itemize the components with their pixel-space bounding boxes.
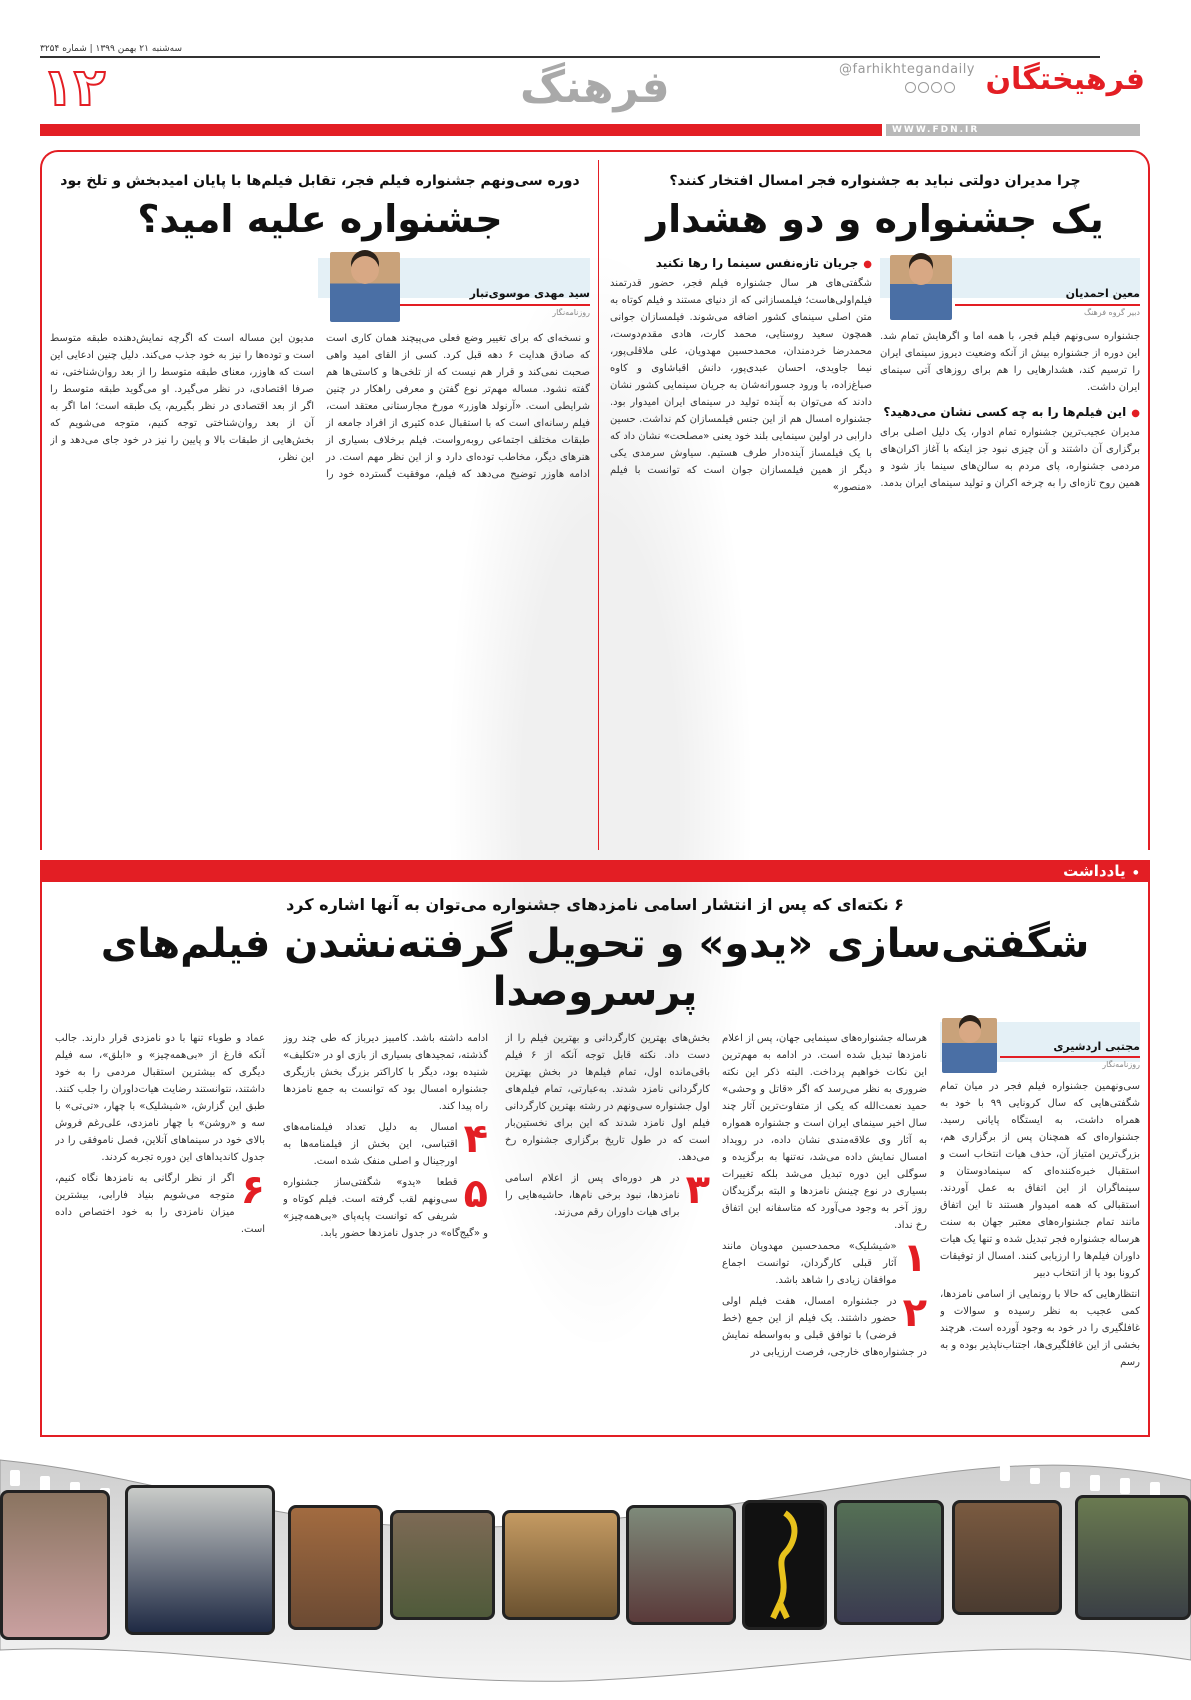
paragraph: عماد و طوباء تنها با دو نامزدی قرار دارند. جالب آنکه فارغ از «بی‌همه‌چیز» و «ابلق»، سه فیلم دیگری که بیشترین استقبال مردمی را به خود داشتند، نتوانستند رضایت هیات‌داوران را جلب کنند. طبق این گزارش، «شیشلیک» با چهار، «تی‌تی» با سه و «روشن» با چهار نامزدی، علی‌رغم فروش بالای خود در سینماهای آنلاین، فصل ناموفقی را در جدول کاندیداهای این دوره تجربه کردند. xyxy=(55,1033,265,1163)
social-handle: @farhikhtegandaily xyxy=(839,62,975,77)
point-number: ۳ xyxy=(685,1167,710,1213)
film-still xyxy=(626,1505,736,1625)
film-still xyxy=(125,1485,275,1635)
telegram-icon xyxy=(918,82,929,93)
point-text: قطعا «یدو» شگفتی‌ساز جشنواره سی‌ونهم لقب گرفته است. فیلم کوتاه و شریفی که توانست پایه‌پای «بی‌همه‌چیز» و «گیج‌گاه» در جدول نامزدها حضور یابد. xyxy=(283,1177,488,1239)
point-number: ۴ xyxy=(463,1116,488,1162)
film-still xyxy=(1075,1495,1191,1620)
note-column xyxy=(55,1030,265,1425)
twitter-icon xyxy=(931,82,942,93)
author-photo xyxy=(890,255,952,320)
issue-date: سه‌شنبه ۲۱ بهمن ۱۳۹۹ | شماره ۳۲۵۴ xyxy=(40,44,182,54)
point-text: امسال به دلیل تعداد فیلمنامه‌های اقتباسی، این بخش از فیلمنامه‌ها به اورجینال و اصلی منفک شده است. xyxy=(283,1122,458,1167)
note-column xyxy=(940,1078,1140,1426)
paragraph: شگفتی‌های هر سال جشنواره فیلم فجر، حضور قدرتمند فیلم‌اولی‌هاست؛ فیلمسازانی که از دنیای مستند و فیلم کوتاه به متن اصلی سینمای کشور اضافه می‌شوند. فیلمسازان جوانی همچون سعید روستایی، محمد کارت، هادی مقدم‌دوست، محمدرضا خردمندان، محمدحسین مهدویان، علی ملاقلی‌پور، نیما جاویدی، احسان عبدی‌پور، دانش اقباشاوی و کاوه صباغ‌زاده، با ورود جسورانه‌شان به جریان سینمایی کشور نشان دادند که می‌توان به آینده تولید در سینمای ایران امیدوار بود. جشنواره امسال هم از این جنس فیلمسازان کم نداشت. حسین دارابی در اولین سینمایی بلند خود یعنی «مصلحت» نشان داد که با یک فیلمساز آینده‌دار طرف هستیم. سیاوش سرمدی یکی دیگر از همین فیلمسازان جوان است که توانست با فیلم «منصور» xyxy=(610,278,872,493)
author-role: دبیر گروه فرهنگ xyxy=(1083,308,1140,317)
film-still xyxy=(288,1505,383,1630)
festival-simorgh-logo xyxy=(742,1500,827,1630)
article-body xyxy=(50,330,590,843)
article-headline: یک جشنواره و دو هشدار xyxy=(646,197,1104,241)
point-text: در جشنواره امسال، هفت فیلم اولی حضور داشتند. یک فیلم از این جمع (خط فرضی) با توافق قبلی و به‌واسطه نمایش در جشنواره‌های خارجی، فرصت ارزیابی در xyxy=(722,1296,927,1358)
note-headline: شگفتی‌سازی «یدو» و تحویل گرفته‌نشدن فیلم‌های پرسروصدا xyxy=(100,921,1090,1015)
author-role: روزنامه‌نگار xyxy=(1102,1060,1140,1069)
article-column xyxy=(880,328,1140,843)
author-rule xyxy=(1000,1056,1140,1058)
point-number: ۵ xyxy=(463,1171,488,1217)
article-kicker: دوره سی‌ونهم جشنواره فیلم فجر، تقابل فیلم‌ها با پایان امیدبخش و تلخ بود xyxy=(60,173,580,189)
paragraph: مدیران عجیب‌ترین جشنواره تمام ادوار، یک دلیل اصلی برای برگزاری آن داشتند و آن چیزی نبود جز اینکه با آغاز اکران‌های مردمی جشنواره، پای مردم به سالن‌های سینما باز شود و همین روح تازه‌ای را به چرخه اکران و تولید سینمای ایران بدمد. xyxy=(880,427,1140,489)
note-column xyxy=(283,1030,488,1425)
film-still xyxy=(502,1510,620,1620)
author-photo xyxy=(330,252,400,322)
film-still xyxy=(834,1500,944,1625)
film-still xyxy=(952,1500,1062,1615)
author-photo xyxy=(942,1018,997,1073)
note-kicker: ۶ نکته‌ای که پس از انتشار اسامی نامزدهای جشنواره می‌توان به آنها اشاره کرد xyxy=(286,895,904,914)
paragraph: بخش‌های بهترین کارگردانی و بهترین فیلم را از دست داد. نکته قابل توجه آنکه از ۶ فیلم باقی‌مانده اول، تمام فیلم‌ها در بخش بهترین کارگردانی نامزد شدند. به‌عبارتی، تمام فیلم‌های اول جشنواره سی‌ونهم در رشته بهترین کارگردانی فیلم اول نامزد شدند که این برای نخستین‌بار است که در طول تاریخ برگزاری جشنواره رخ می‌دهد. xyxy=(505,1033,710,1163)
point-text: در هر دوره‌ای پس از اعلام اسامی نامزدها، نبود برخی نام‌ها، حاشیه‌هایی را برای هیات داوران رقم می‌زند. xyxy=(505,1173,680,1218)
article-column xyxy=(610,255,872,843)
note-label: ⚫ یادداشت xyxy=(940,862,1140,880)
film-still xyxy=(0,1490,110,1640)
social-icons xyxy=(905,82,955,93)
point-text: «شیشلیک» محمدحسین مهدویان مانند آثار قبلی کارگردان، توانست اجماع موافقان زیادی را شاهد باشد. xyxy=(722,1241,897,1286)
newspaper-logo: فرهیختگان xyxy=(985,62,1145,97)
author-name: معین احمدیان xyxy=(1065,287,1140,300)
note-column xyxy=(505,1030,710,1425)
point-number: ۱ xyxy=(902,1235,927,1281)
author-role: روزنامه‌نگار xyxy=(552,308,590,317)
paragraph: و نسخه‌ای که برای تغییر وضع فعلی می‌پیچند همان کاری است که صادق هدایت ۶ دهه قبل کرد. کسی از القای امید واهی صحبت نمی‌کند و قرار هم نیست که از تلخی‌ها و کاستی‌ها هم گفته نشود. مساله مهم‌تر نوع گفتن و معرفی راهکار در چنین شرایطی است. «آرنولد هاوزر» مورخ مجارستانی معتقد است، فیلم رسانه‌ای است که با استقبال عده کثیری از افراد جامعه از طبقات مختلف اجتماعی روبه‌رواست. فیلم برخلاف بسیاری از هنرهای دیگر، مخاطب توده‌ای دارد و از این نظر مهم است. در ادامه هاوزر توضیح می‌دهد که فیلم، موفقیت گسترده خود را مدیون این مساله است که اگرچه نمایش‌دهنده طبقه متوسط است و توده‌ها را نیز به خود جذب می‌کند. دلیل چنین ادعایی این است که هاوزر، معنای طبقه متوسط را از بعد روان‌شناختی، نه صرفا اقتصادی، در نظر می‌گیرد. او می‌گوید طبقه متوسط را اگر از بعد اقتصادی در نظر بگیریم، یک طبقه است؛ اما اگر به آن از بعد روان‌شناختی توجه کنیم، متوجه می‌شویم که بخش‌هایی از طبقات بالا و پایین را نیز در خود جای می‌دهد و از این نظر، xyxy=(50,333,590,480)
paragraph: هرساله جشنواره‌های سینمایی جهان، پس از اعلام نامزدها تبدیل شده است. در ادامه به مهم‌ترین این نکات خواهیم پرداخت. البته ذکر این نکته ضروری به نظر می‌رسد که اگر «قاتل و وحشی» حمید نعمت‌الله که یکی از متفاوت‌ترین آثار چند سال اخیر سینمای ایران است و جشنواره همواره به آثار وی علاقه‌مندی نشان داده، در رویداد امسال نمایش داده می‌شد، نه‌تنها به برگزیده و سوگلی این دوره تبدیل می‌شد بلکه تغییرات بسیاری در نوع چینش نامزدها و البته برگزیدگان روز آخر به وجود می‌آورد که متاسفانه این اتفاق رخ نداد. xyxy=(722,1033,927,1231)
subheading: ● این فیلم‌ها را به چه کسی نشان می‌دهید؟ xyxy=(880,404,1140,422)
point-text: اگر از نظر ارگانی به نامزدها نگاه کنیم، متوجه می‌شویم بنیاد فارابی، بیشترین میزان نامزدی را به خود اختصاص داده است. xyxy=(55,1173,265,1235)
author-name: مجتبی اردشیری xyxy=(1053,1040,1140,1053)
article-kicker: چرا مدیران دولتی نباید به جشنواره فجر امسال افتخار کنند؟ xyxy=(669,173,1081,189)
email-icon xyxy=(944,82,955,93)
page-number: ۱۲ xyxy=(42,58,106,118)
note-column xyxy=(722,1030,927,1425)
author-rule xyxy=(955,304,1140,306)
paragraph: جشنواره سی‌ونهم فیلم فجر، با همه اما و اگرهایش تمام شد. این دوره از جشنواره بیش از آنکه وضعیت دیروز سینمای ایران را ترسیم کند، هشدارهایی را هم برای روزهای آتی سینمای ایران داشت. xyxy=(880,331,1140,393)
film-still xyxy=(390,1510,495,1620)
paragraph: ادامه داشته باشد. کامبیز دیرباز که طی چند روز گذشته، تمجیدهای بسیاری از بازی او در «تکلیف» شنیده بود، دیگر با کاراکتر بزرگ بخش بازیگری جشنواره امسال بود که توانست به جمع نامزدها راه پیدا کند. xyxy=(283,1033,488,1112)
header-red-bar xyxy=(40,124,882,136)
paragraph: سی‌ونهمین جشنواره فیلم فجر در میان تمام شگفتی‌هایی که سال کرونایی ۹۹ با خود به همراه داشت، به ایستگاه پایانی رسید. جشنواره‌ای که همچنان پس از برگزاری هم، بزرگ‌ترین امتیاز آن، حذف هیات انتخاب است و استقبال خبره‌کننده‌ای که سینمادوستان و سینماگران از این اتفاق به عمل آوردند. استقبالی که همه امیدوار هستند تا این اتفاق مانند تمام جشنواره‌های معتبر جهان به سنت هرساله جشنواره فجر تبدیل شده و تنها یک هیات داوران فیلم‌ها را ارزیابی کنند. امسال از توفیقات کرونا بود یا از انتخاب دبیر xyxy=(940,1081,1140,1279)
section-title: فرهنگ xyxy=(520,62,670,113)
subheading: ● جریان تازه‌نفس سینما را رها نکنید xyxy=(610,255,872,273)
column-divider xyxy=(598,160,599,850)
author-name: سید مهدی موسوی‌تبار xyxy=(469,287,590,300)
author-rule xyxy=(400,304,590,306)
divider xyxy=(40,56,1100,58)
website-bar: WWW.FDN.IR xyxy=(886,124,1140,136)
article-headline: جشنواره علیه امید؟ xyxy=(137,197,503,241)
point-number: ۲ xyxy=(902,1290,927,1336)
paragraph: انتظارهایی که حالا با رونمایی از اسامی نامزدها، کمی عجیب به نظر رسیده و سوالات و غافلگیری را در خود به وجود آورده است. هرچند بخشی از این غافلگیری‌ها، اجتناب‌ناپذیر بوده و به رسم xyxy=(940,1289,1140,1368)
point-number: ۶ xyxy=(240,1167,265,1213)
instagram-icon xyxy=(905,82,916,93)
